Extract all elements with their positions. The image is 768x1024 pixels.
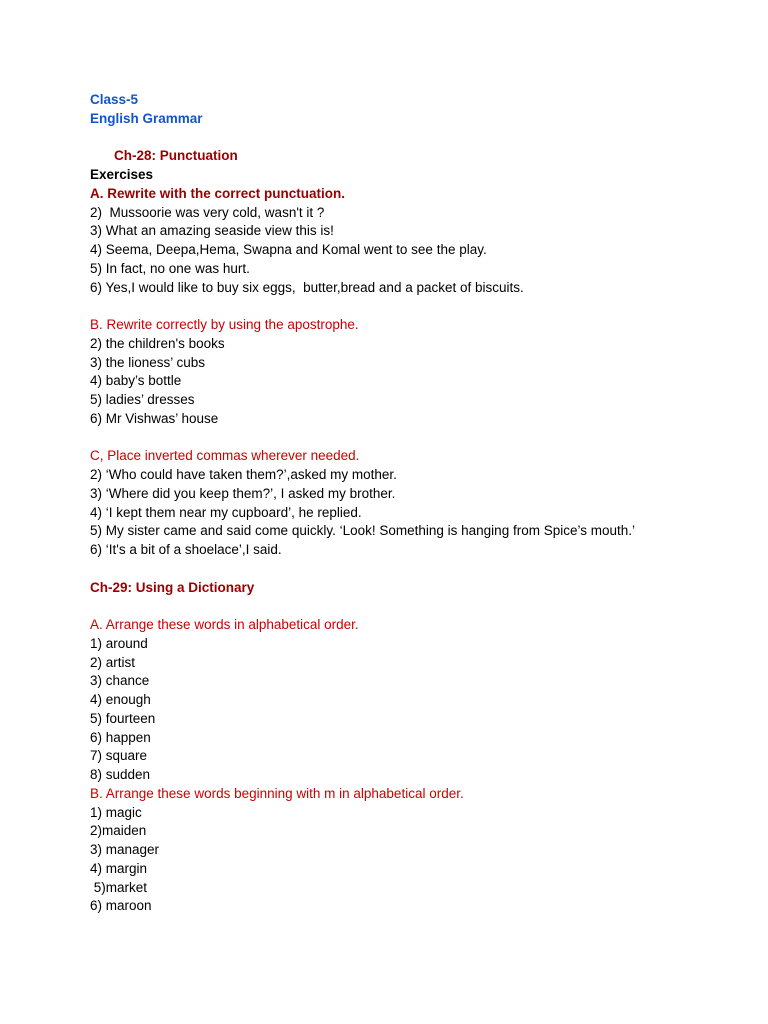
- list-item: 4) baby’s bottle: [90, 373, 182, 389]
- list-item: 6) Mr Vishwas’ house: [90, 410, 219, 426]
- list-item: 6) maroon: [90, 898, 152, 914]
- subject-title: English Grammar: [90, 110, 203, 126]
- list-item: 5) In fact, no one was hurt.: [90, 260, 250, 276]
- list-item: 5) fourteen: [90, 710, 156, 726]
- ch28-section-b-heading: B. Rewrite correctly by using the apostrophe.: [90, 317, 359, 332]
- list-item: 1) around: [90, 635, 148, 651]
- list-item: 2) ‘Who could have taken them?’,asked my mother.: [90, 467, 397, 482]
- list-item: 1) magic: [90, 804, 142, 820]
- ch28-section-a-heading: A. Rewrite with the correct punctuation.: [90, 185, 346, 201]
- list-item: 8) sudden: [90, 767, 151, 782]
- list-item: 4) Seema, Deepa,Hema, Swapna and Komal went to see the play.: [90, 242, 487, 257]
- list-item: 3) manager: [90, 842, 160, 857]
- spacer: [90, 429, 750, 448]
- ch29-section-b-heading: B. Arrange these words beginning with m in alphabetical order.: [90, 785, 464, 801]
- list-item: 2) Mussoorie was very cold, wasn't it ?: [90, 204, 325, 220]
- spacer: [90, 597, 750, 616]
- list-item: 3) chance: [90, 673, 150, 689]
- list-item: 4) margin: [90, 860, 148, 876]
- list-item: 5)market: [90, 879, 148, 895]
- spacer: [90, 129, 750, 148]
- exercises-label: Exercises: [90, 167, 154, 182]
- ch28-section-c-heading: C, Place inverted commas wherever needed.: [90, 448, 360, 464]
- list-item: 6) ‘It's a bit of a shoelace’,I said.: [90, 542, 282, 557]
- list-item: 3) the lioness’ cubs: [90, 354, 206, 370]
- list-item: 6) Yes,I would like to buy six eggs, butter,bread and a packet of biscuits.: [90, 279, 524, 295]
- chapter-28-title: Ch-28: Punctuation: [114, 148, 238, 164]
- class-label: Class-5: [90, 92, 139, 107]
- spacer: [90, 560, 750, 579]
- chapter-29-title: Ch-29: Using a Dictionary: [90, 579, 255, 595]
- list-item: 4) ‘I kept them near my cupboard’, he replied.: [90, 504, 362, 520]
- list-item: 2) the children's books: [90, 335, 225, 351]
- ch29-section-a-heading: A. Arrange these words in alphabetical order.: [90, 617, 359, 632]
- list-item: 3) What an amazing seaside view this is!: [90, 223, 334, 239]
- list-item: 2)maiden: [90, 823, 147, 839]
- list-item: 4) enough: [90, 692, 151, 707]
- list-item: 2) artist: [90, 654, 136, 670]
- list-item: 6) happen: [90, 729, 151, 745]
- spacer: [90, 297, 750, 316]
- list-item: 5) ladies’ dresses: [90, 392, 195, 407]
- list-item: 3) ‘Where did you keep them?’, I asked my brother.: [90, 485, 396, 501]
- list-item: 5) My sister came and said come quickly. ‘Look! Something is hanging from Spice’s mouth.’: [90, 523, 635, 539]
- document-page: [90, 91, 750, 916]
- list-item: 7) square: [90, 748, 148, 764]
